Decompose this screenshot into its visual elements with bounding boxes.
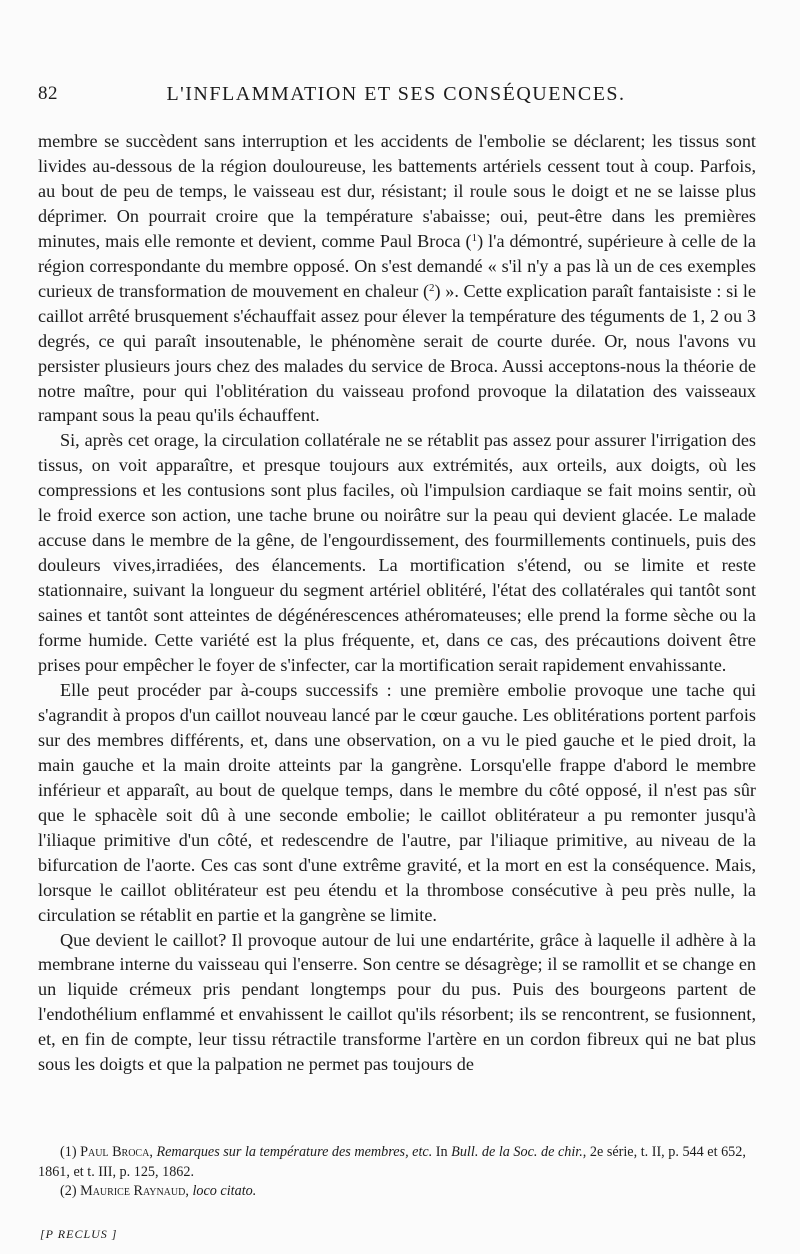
footnote: (2) Maurice Raynaud, loco citato. xyxy=(60,1183,257,1199)
footnote-journal: Bull. de la Soc. de chir. xyxy=(451,1144,583,1160)
paragraph: Elle peut procéder par à-coups successifs : une première embolie provoque une tache qui s'agrandit à propos d'un caillot nouveau lancé par le cœur gauche. Les oblitérations portent parfois sur des membres différents, et, dans une observation, on a vu le pied gauche et le pied droit, la main gauche et la main droite atteints par la gangrène. Lorsqu'elle frappe d'abord le membre inférieur et apparaît, au bout de quelque temps, dans le membre du côté opposé, il n'est pas sûr que le sphacèle soit dû à une seconde embolie; le caillot oblitérateur a pu remonter jusqu'à l'iliaque primitive d'un côté, et redescendre de l'autre, par l'iliaque primitive, au niveau de la bifurcation de l'aorte. Ces cas sont d'une extrême gravité, et la mort en est la conséquence. Mais, lorsque le caillot oblitérateur est peu étendu et la thrombose consécutive à peu près nulle, la circulation se rétablit en partie et la gangrène se limite. xyxy=(38,679,756,925)
running-title: L'INFLAMMATION ET SES CONSÉQUENCES. xyxy=(166,83,626,105)
footnote-title: Remarques sur la température des membres, etc. xyxy=(156,1144,433,1160)
footnote-title: loco citato. xyxy=(192,1183,257,1199)
paragraph: Que devient le caillot? Il provoque autour de lui une endartérite, grâce à laquelle il adhère à la membrane interne du vaisseau qui l'enserre. Son centre se désagrège; il se ramollit et se change en un liquide crémeux pris pendant longtemps pour du pus. Puis des bourgeons partent de l'endothélium enflammé et envahissent le caillot qu'ils résorbent; ils se rencontrent, se fusionnent, et, en fin de compte, leur tissu rétractile transforme l'artère en un cordon fibreux qui ne bat plus sous les doigts et que la palpation ne permet pas toujours de xyxy=(38,929,756,1075)
body-text xyxy=(38,129,756,1077)
paragraph: Si, après cet orage, la circulation collatérale ne se rétablit pas assez pour assurer l'irrigation des tissus, on voit apparaître, et presque toujours aux extrémités, aux orteils, aux doigts, où les compressions et les contusions sont plus faciles, où l'impulsion cardiaque se fait moins sentir, où le froid exerce son action, une tache brune ou noirâtre sur la peau qui devient glacée. Le malade accuse dans le membre de la gêne, de l'engourdissement, des fourmillements continuels, puis des douleurs vives,irradiées, des élancements. La mortification s'étend, ou se limite et reste stationnaire, suivant la longueur du segment artériel oblitéré, l'état des collatérales qui tantôt sont saines et tantôt sont atteintes de dégénérescences athéromateuses; elle prend la forme sèche ou la forme humide. Cette variété est la plus fréquente, et, dans ce cas, des précautions doivent être prises pour empêcher le foyer de s'infecter, car la mortification serait rapidement envahissante. xyxy=(38,430,756,676)
page-number: 82 xyxy=(38,83,58,104)
footnote: (1) Paul Broca, Remarques sur la température des membres, etc. In Bull. de la Soc. de chir., 2e série, t. II, p. 544 et 652, 1861, et t. III, p. 125, 1862. xyxy=(38,1144,746,1180)
footnote-ref: 2 xyxy=(429,281,435,294)
printer-signature: [P RECLUS ] xyxy=(40,1227,118,1241)
footnote-author: Paul Broca xyxy=(80,1144,150,1160)
footnote-author: Maurice Raynaud xyxy=(80,1183,186,1199)
paragraph: membre se succèdent sans interruption et les accidents de l'embolie se déclarent; les tissus sont livides au-dessous de la région douloureuse, les battements artériels cessent tout à coup. Parfois, au bout de peu de temps, le vaisseau est dur, résistant; il roule sous le doigt et ne se laisse plus déprimer. On pourrait croire que la température s'abaisse; oui, peut-être dans les premières minutes, mais elle remonte et devient, comme Paul Broca ($^1$) l'a démontré, supérieure à celle de la région correspondante du membre opposé. On s'est demandé « s'il n'y a pas là un de ces exemples curieux de transformation de mouvement en chaleur ($^2$) ». Cette explication paraît fantaisiste : si le caillot arrêté brusquement s'échauffait assez pour élever la température des téguments de 1, 2 ou 3 degrés, ce qui paraît insoutenable, le phénomène serait de courte durée. Or, nous l'avons vu persister plusieurs jours chez des malades du service de Broca. Aussi acceptons-nous la théorie de notre maître, pour qui l'oblitération du vaisseau profond provoque la dilatation des vaisseaux rampant sous la peau qu'ils échauffent. xyxy=(38,131,756,426)
page-header xyxy=(38,83,754,113)
footnote-ref: 1 xyxy=(471,231,478,244)
footnotes xyxy=(38,1143,756,1202)
